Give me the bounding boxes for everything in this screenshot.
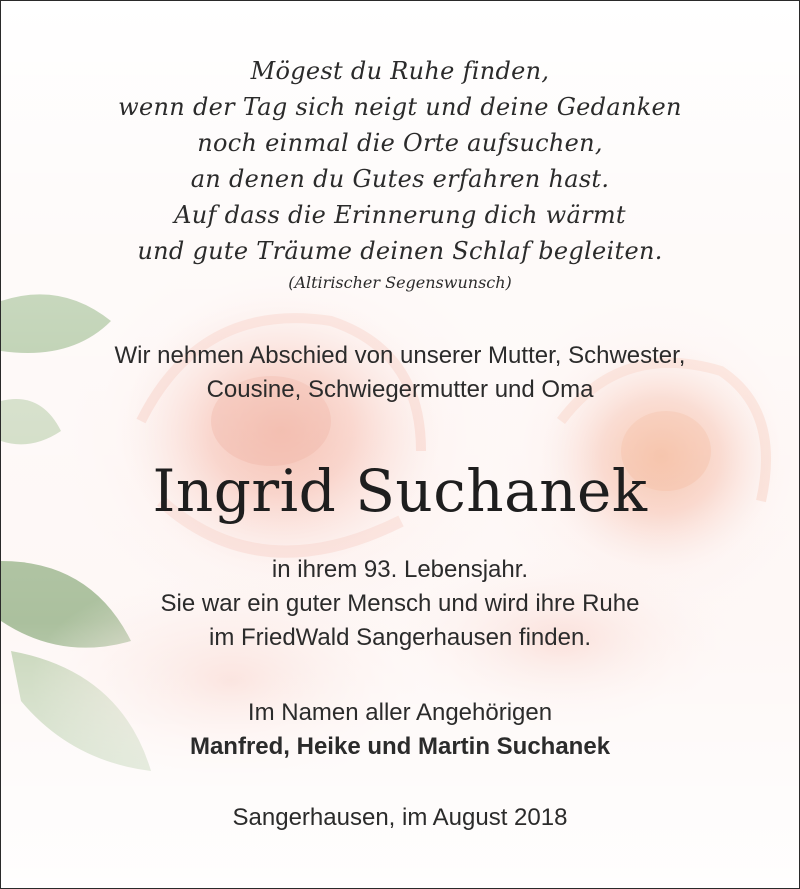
detail-line: in ihrem 93. Lebensjahr. (271, 556, 529, 583)
poem-line: Mögest du Ruhe finden, (250, 57, 550, 85)
life-details (1, 553, 799, 655)
mourners-names: Manfred, Heike und Martin Suchanek (189, 733, 611, 760)
notice-text (1, 1, 799, 888)
mourners-intro: Im Namen aller Angehörigen (247, 699, 553, 726)
poem-line: wenn der Tag sich neigt und deine Gedanken (118, 93, 682, 121)
deceased-name: Ingrid Suchanek (152, 457, 648, 525)
poem (1, 53, 799, 269)
poem-line: und gute Träume deinen Schlaf begleiten. (137, 237, 663, 265)
poem-source: (Altirischer Segenswunsch) (288, 273, 512, 292)
farewell-intro (1, 339, 799, 407)
intro-line: Wir nehmen Abschied von unserer Mutter, Schwester, (114, 342, 686, 369)
intro-line: Cousine, Schwiegermutter und Oma (206, 376, 594, 403)
mourners (1, 696, 799, 764)
poem-line: an denen du Gutes erfahren hast. (190, 165, 610, 193)
poem-line: noch einmal die Orte aufsuchen, (197, 129, 603, 157)
detail-line: Sie war ein guter Mensch und wird ihre Ruhe (160, 590, 640, 617)
poem-line: Auf dass die Erinnerung dich wärmt (174, 201, 626, 229)
detail-line: im FriedWald Sangerhausen finden. (209, 624, 591, 651)
place-date: Sangerhausen, im August 2018 (232, 804, 568, 831)
